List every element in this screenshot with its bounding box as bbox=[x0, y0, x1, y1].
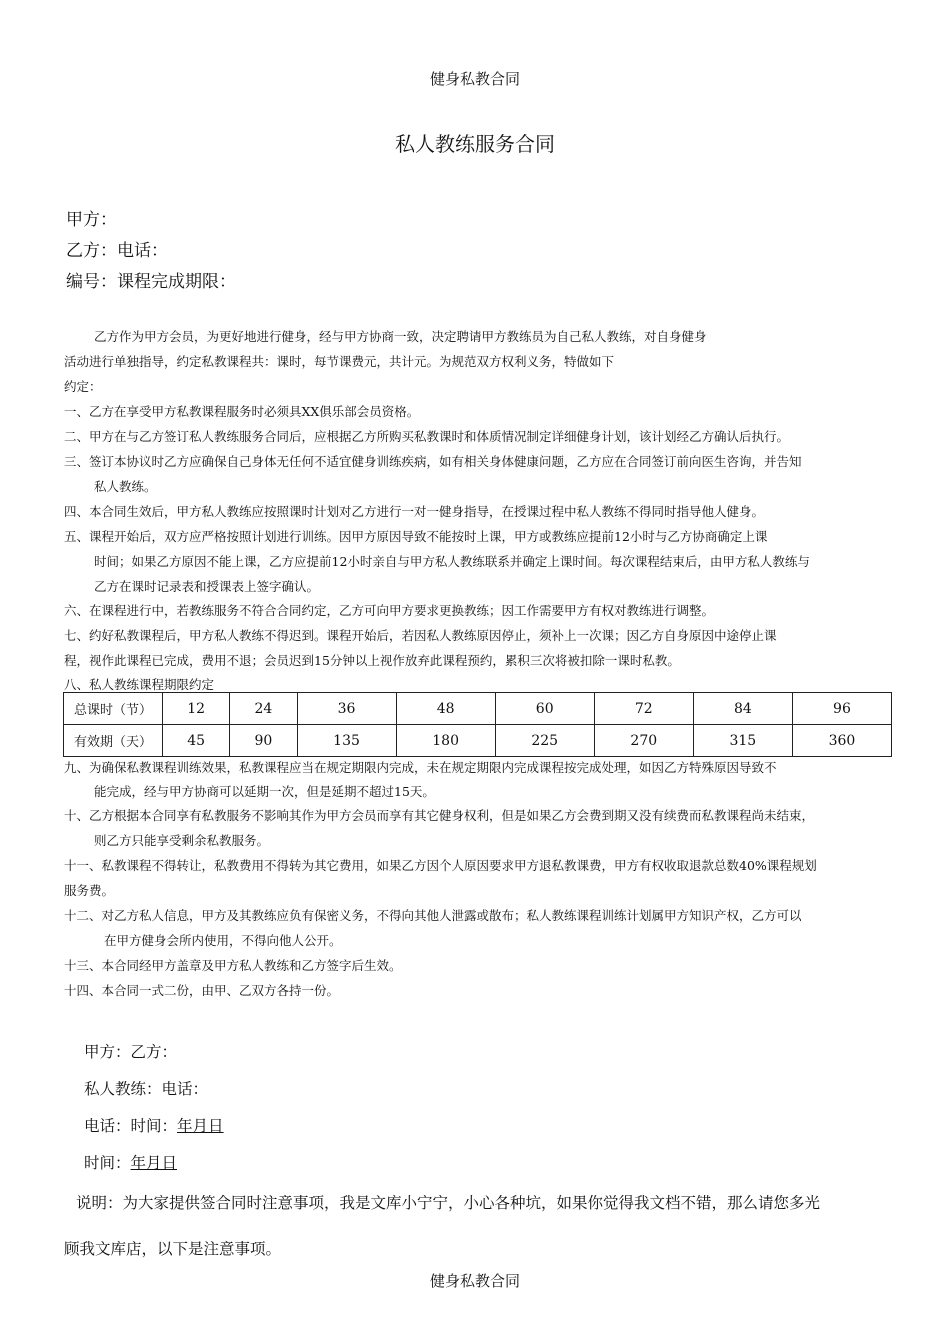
note-line: 说明：为大家提供签合同时注意事项，我是文库小宁宁，小心各种坑，如果你觉得我文档不错，那么请您多光 bbox=[76, 1194, 821, 1212]
clause-12: 十二、对乙方私人信息，甲方及其教练应负有保密义务，不得向其他人泄露或散布；私人教练课程训练计划属甲方知识产权，乙方可以 bbox=[64, 908, 802, 923]
signature-date: 年月日 bbox=[130, 1154, 178, 1172]
intro-line: 活动进行单独指导，约定私教课程共：课时，每节课费元，共计元。为规范双方权利义务，特做如下 bbox=[64, 354, 615, 369]
intro-line: 约定： bbox=[64, 379, 102, 394]
clause-5: 五、课程开始后，双方应严格按照计划进行训练。因甲方原因导致不能按时上课，甲方或教练应提前12小时与乙方协商确定上课 bbox=[64, 529, 768, 544]
table-cell: 36 bbox=[297, 693, 396, 725]
table-row bbox=[64, 725, 892, 757]
signature-phone-time-label: 电话：时间： bbox=[84, 1117, 178, 1135]
table-cell: 180 bbox=[396, 725, 495, 757]
signature-time bbox=[84, 1151, 177, 1173]
course-term-table bbox=[63, 692, 892, 757]
page-footer: 健身私教合同 bbox=[429, 1272, 520, 1290]
table-cell: 360 bbox=[792, 725, 891, 757]
signature-phone-time bbox=[84, 1114, 224, 1136]
clause-3-cont: 私人教练。 bbox=[94, 479, 157, 494]
clause-14: 十四、本合同一式二份，由甲、乙双方各持一份。 bbox=[64, 983, 340, 998]
clause-7-cont: 程，视作此课程已完成，费用不退；会员迟到15分钟以上视作放弃此课程预约，累积三次将被扣除一课时私教。 bbox=[64, 653, 680, 668]
table-cell: 315 bbox=[693, 725, 792, 757]
clause-11-cont: 服务费。 bbox=[64, 883, 115, 898]
page-header: 健身私教合同 bbox=[429, 70, 520, 88]
signature-date: 年月日 bbox=[177, 1117, 224, 1135]
table-row bbox=[64, 693, 892, 725]
table-cell: 72 bbox=[594, 693, 693, 725]
clause-9-cont: 能完成，经与甲方协商可以延期一次，但是延期不超过15天。 bbox=[94, 784, 435, 799]
contract-title: 私人教练服务合同 bbox=[395, 132, 555, 156]
table-cell: 45 bbox=[163, 725, 230, 757]
table-cell: 90 bbox=[230, 725, 297, 757]
clause-9: 九、为确保私教课程训练效果，私教课程应当在规定期限内完成，未在规定期限内完成课程按完成处理，如因乙方特殊原因导致不 bbox=[64, 760, 777, 775]
clause-8: 八、私人教练课程期限约定 bbox=[64, 677, 215, 692]
clause-10-cont: 则乙方只能享受剩余私教服务。 bbox=[94, 833, 270, 848]
clause-7: 七、约好私教课程后，甲方私人教练不得迟到。课程开始后，若因私人教练原因停止，须补上一次课；因乙方自身原因中途停止课 bbox=[64, 628, 777, 643]
clause-10: 十、乙方根据本合同享有私教服务不影响其作为甲方会员而享有其它健身权利，但是如果乙方会费到期又没有续费而私教课程尚未结束， bbox=[64, 808, 815, 823]
clause-1: 一、乙方在享受甲方私教课程服务时必须具XX俱乐部会员资格。 bbox=[64, 404, 420, 419]
table-cell: 60 bbox=[495, 693, 594, 725]
signature-trainer: 私人教练：电话： bbox=[84, 1080, 209, 1098]
table-cell: 12 bbox=[163, 693, 230, 725]
row-label-days: 有效期（天） bbox=[64, 725, 163, 757]
party-a-label: 甲方： bbox=[66, 210, 117, 230]
table-cell: 135 bbox=[297, 725, 396, 757]
table-cell: 48 bbox=[396, 693, 495, 725]
table-cell: 24 bbox=[230, 693, 297, 725]
clause-11: 十一、私教课程不得转让，私教费用不得转为其它费用，如果乙方因个人原因要求甲方退私教课费，甲方有权收取退款总数40%课程规划 bbox=[64, 858, 817, 873]
clause-3: 三、签订本协议时乙方应确保自己身体无任何不适宜健身训练疾病，如有相关身体健康问题，乙方应在合同签订前向医生咨询，并告知 bbox=[64, 454, 802, 469]
contract-number-label: 编号：课程完成期限： bbox=[66, 272, 236, 292]
table-cell: 84 bbox=[693, 693, 792, 725]
party-b-label: 乙方：电话： bbox=[66, 241, 168, 261]
table-cell: 96 bbox=[792, 693, 891, 725]
clause-6: 六、在课程进行中，若教练服务不符合合同约定，乙方可向甲方要求更换教练；因工作需要甲方有权对教练进行调整。 bbox=[64, 603, 715, 618]
row-label-hours: 总课时（节） bbox=[64, 693, 163, 725]
clause-12-cont: 在甲方健身会所内使用，不得向他人公开。 bbox=[104, 933, 342, 948]
clause-5-cont: 时间；如果乙方原因不能上课，乙方应提前12小时亲自与甲方私人教练联系并确定上课时间。每次课程结束后，由甲方私人教练与 bbox=[94, 554, 810, 569]
signature-parties: 甲方：乙方： bbox=[84, 1043, 178, 1061]
table-cell: 225 bbox=[495, 725, 594, 757]
clause-5-cont: 乙方在课时记录表和授课表上签字确认。 bbox=[94, 579, 320, 594]
table-cell: 270 bbox=[594, 725, 693, 757]
intro-line: 乙方作为甲方会员，为更好地进行健身，经与甲方协商一致，决定聘请甲方教练员为自己私人教练，对自身健身 bbox=[94, 329, 707, 344]
clause-2: 二、甲方在与乙方签订私人教练服务合同后，应根据乙方所购买私教课时和体质情况制定详细健身计划，该计划经乙方确认后执行。 bbox=[64, 429, 790, 444]
clause-4: 四、本合同生效后，甲方私人教练应按照课时计划对乙方进行一对一健身指导，在授课过程中私人教练不得同时指导他人健身。 bbox=[64, 504, 765, 519]
note-line: 顾我文库店，以下是注意事项。 bbox=[64, 1240, 282, 1258]
clause-13: 十三、本合同经甲方盖章及甲方私人教练和乙方签字后生效。 bbox=[64, 958, 402, 973]
signature-time-label: 时间： bbox=[84, 1154, 131, 1172]
